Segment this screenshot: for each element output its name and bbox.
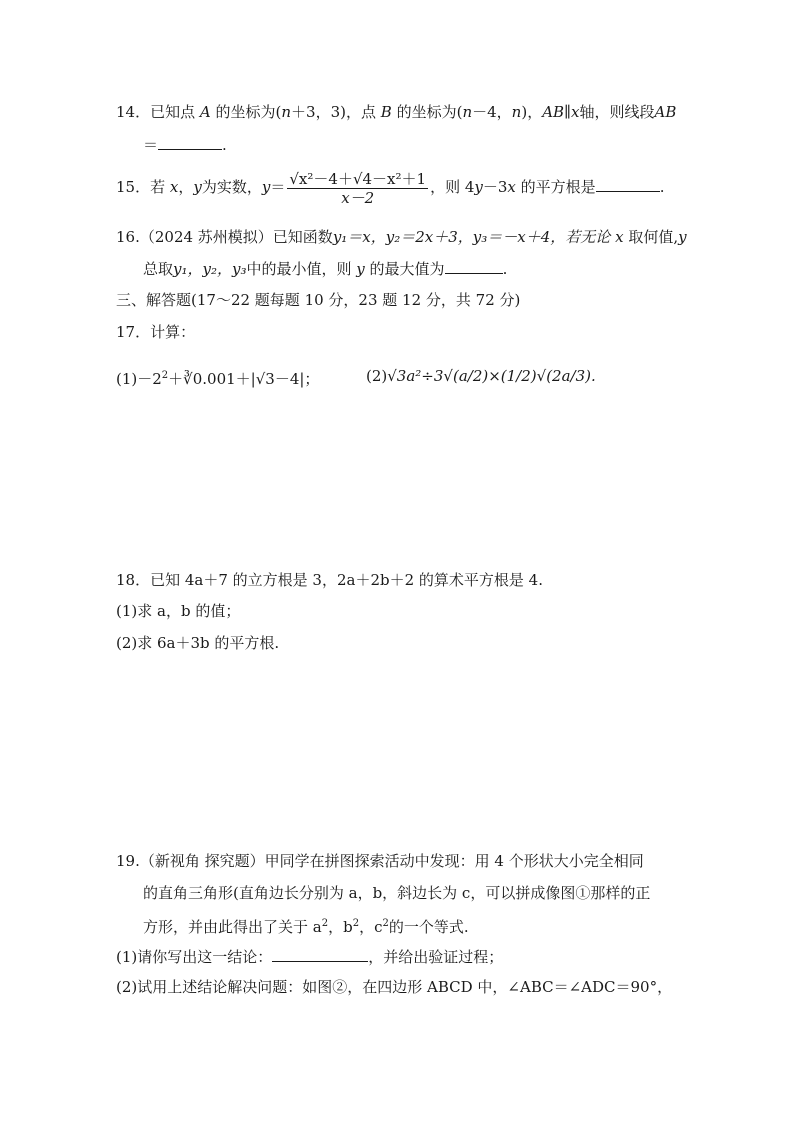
q18-part1: (1)求 a，b 的值；	[116, 602, 241, 620]
answer-blank[interactable]	[158, 134, 222, 150]
q18-part2: (2)求 6a＋3b 的平方根.	[116, 634, 280, 652]
q15-fraction: $\frac{\text{√x²－4＋√4－x²＋1}}{x-2}$	[289, 169, 427, 207]
section-heading: 三、解答题(17～22 题每题 10 分，23 题 12 分，共 72 分)	[116, 291, 521, 309]
q18-line: 18．已知 4a＋7 的立方根是 3，2a＋2b＋2 的算术平方根是 4.	[116, 571, 543, 589]
q19-line1: 19.（新视角 探究题）甲同学在拼图探索活动中发现：用 4 个形状大小完全相同	[116, 852, 644, 870]
q15-line: 15．若 x，y为实数，y＝ $\frac{\text{√x²－4＋√4－x²＋1}}{x-2}$ ，则 4y－3x 的平方根是 .	[116, 169, 665, 207]
q16-line1: 16.（2024 苏州模拟）已知函数y₁＝x，y₂＝2x＋3，y₃＝－x＋4，若无论 x 取何值,y	[116, 228, 687, 246]
q19-line2: 的直角三角形(直角边长分别为 a，b，斜边长为 c，可以拼成像图①那样的正	[143, 884, 651, 902]
q19-line3: 方形，并由此得出了关于 $a^2$，$b^2$，$c^2$的一个等式.	[143, 918, 469, 936]
answer-blank[interactable]	[596, 176, 660, 192]
q14-line2: ＝ .	[143, 136, 227, 154]
q14-number: 14．	[116, 103, 151, 121]
q17-part2: (2)√3a²÷3√(a/2)×(1/2)√(2a/3).	[366, 367, 596, 385]
q16-line2: 总取y₁，y₂，y₃中的最小值，则 y 的最大值为 .	[143, 260, 508, 278]
q17-part1: $(1)-2^2+∛0.001+|√3-4|$；	[116, 370, 320, 388]
q19-part2: (2)试用上述结论解决问题：如图②，在四边形 ABCD 中，∠ABC＝∠ADC＝90°，	[116, 978, 673, 996]
answer-blank[interactable]	[445, 258, 503, 274]
q17-title: 17．计算：	[116, 323, 196, 341]
q19-part1: (1)请你写出这一结论： ，并给出验证过程；	[116, 948, 504, 966]
q14-line1: 14．已知点 A 的坐标为(n＋3，3)，点 B 的坐标为(n－4，n)，AB∥x轴，则线段AB	[116, 103, 677, 121]
answer-blank[interactable]	[272, 946, 368, 962]
